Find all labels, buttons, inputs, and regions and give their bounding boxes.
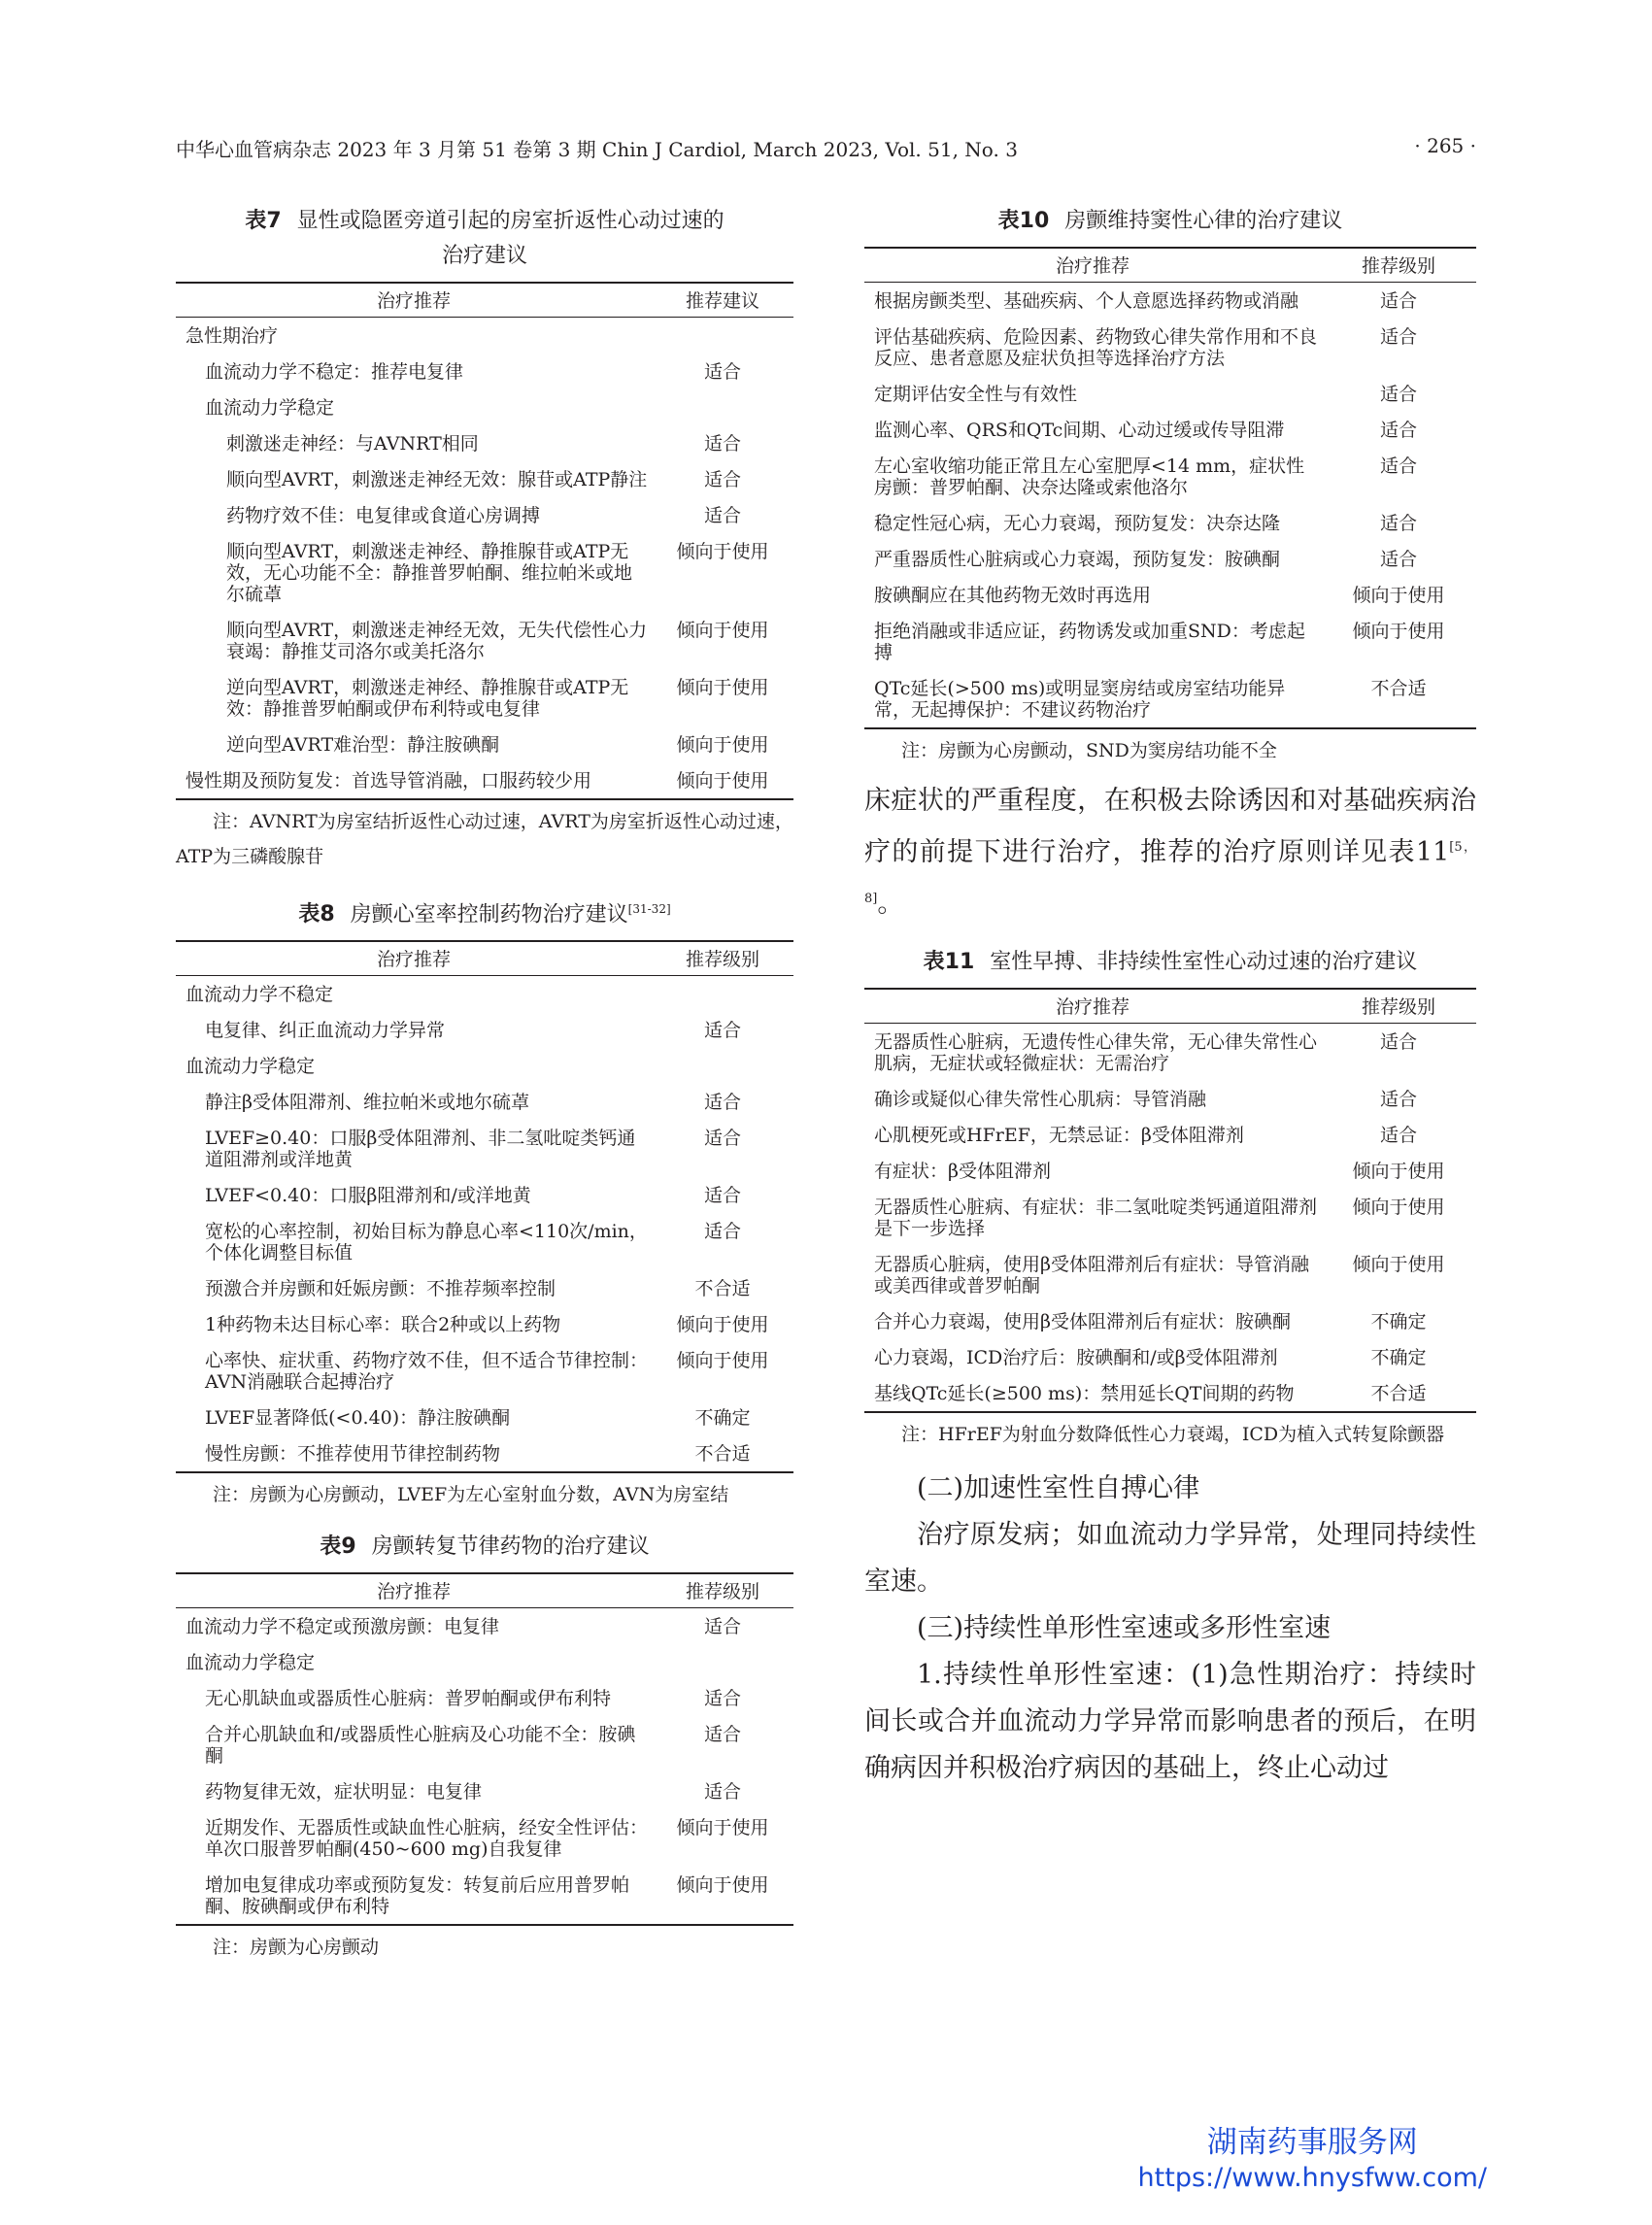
- table-cell: 倾向于使用: [652, 1867, 793, 1925]
- table-row: [176, 1342, 793, 1399]
- table8-note: 注：房颤为心房颤动，LVEF为左心室射血分数，AVN为房室结: [213, 1484, 729, 1506]
- table-cell: 血流动力学稳定: [185, 1056, 316, 1078]
- table-cell: 血流动力学稳定: [185, 1652, 316, 1674]
- table11-col-header: 治疗推荐: [864, 989, 1321, 1024]
- table-cell: 适合: [703, 505, 741, 526]
- table-cell: 顺向型AVRT，刺激迷走神经无效：腺苷或ATP静注: [226, 469, 648, 490]
- body-paragraph: [864, 778, 1476, 927]
- table-cell: 倾向于使用: [1352, 1254, 1445, 1275]
- table-cell: 左心室收缩功能正常且左心室肥厚<14 mm，症状性房颤：普罗帕酮、决奈达隆或索他洛尔: [874, 455, 1305, 498]
- table10-col-header: 治疗推荐: [864, 248, 1321, 283]
- table-row: [176, 1773, 793, 1809]
- table-cell: 倾向于使用: [1352, 1197, 1445, 1218]
- table-cell: 适合: [1379, 1089, 1417, 1110]
- table-cell: 慢性房颤：不推荐使用节律控制药物: [176, 1435, 652, 1472]
- table-cell: 无器质性心脏病、有症状：非二氢吡啶类钙通道阻滞剂是下一步选择: [874, 1197, 1318, 1239]
- table-cell: 倾向于使用: [1352, 1161, 1445, 1182]
- table-cell: 预激合并房颤和妊娠房颤：不推荐频率控制: [205, 1278, 556, 1300]
- table-row: [864, 670, 1476, 728]
- table-cell: 适合: [1379, 1125, 1417, 1146]
- table-row: [176, 461, 793, 497]
- table-cell: 倾向于使用: [676, 1817, 769, 1839]
- table-cell: 无器质心脏病，使用β受体阻滞剂后有症状：导管消融或美西律或普罗帕酮: [874, 1254, 1309, 1297]
- table10-number: 表10: [997, 209, 1050, 233]
- table-cell: 不确定: [694, 1407, 751, 1430]
- page-number: · 265 ·: [1414, 134, 1476, 157]
- table-cell: 适合: [703, 1185, 741, 1207]
- table-cell: 胺碘酮应在其他药物无效时再选用: [874, 585, 1152, 606]
- table11: [864, 988, 1476, 1413]
- table11-title: 室性早搏、非持续性室性心动过速的治疗建议: [990, 950, 1418, 974]
- table-row: [864, 1153, 1476, 1189]
- table-row: [864, 1024, 1476, 1082]
- table-cell: 1种药物未达目标心率：联合2种或以上药物: [205, 1314, 561, 1336]
- body-paragraph: 治疗原发病；如血流动力学异常，处理同持续性室速。: [864, 1520, 1476, 1597]
- table11-number: 表11: [923, 950, 975, 974]
- right-column: [864, 204, 1476, 1792]
- table-cell: 急性期治疗: [185, 325, 279, 347]
- table-cell: 不确定: [1370, 1347, 1427, 1368]
- table-cell: [652, 1048, 793, 1084]
- table-cell: 增加电复律成功率或预防复发：转复前后应用普罗帕酮、胺碘酮或伊布利特: [176, 1867, 652, 1925]
- table-cell: [652, 318, 793, 354]
- table-row: [176, 976, 793, 1013]
- table-cell: LVEF≥0.40：口服β受体阻滞剂、非二氢吡啶类钙通道阻滞剂或洋地黄: [205, 1128, 636, 1171]
- watermark-url[interactable]: https://www.hnysfww.com/: [1137, 2163, 1487, 2193]
- table-row: [864, 283, 1476, 320]
- table8-ref: [31-32]: [627, 902, 671, 916]
- table-row: [176, 1716, 793, 1773]
- table-row: [176, 1435, 793, 1472]
- table-cell: 适合: [1379, 549, 1417, 570]
- table-cell: 严重器质性心脏病或心力衰竭，预防复发：胺碘酮: [874, 549, 1281, 570]
- table7: [176, 282, 793, 800]
- table-cell: 适合: [703, 1688, 741, 1710]
- paragraph-text: 床症状的严重程度，在积极去除诱因和对基础疾病治疗的前提下进行治疗，推荐的治疗原则详见表11: [864, 786, 1476, 867]
- table-cell: 根据房颤类型、基础疾病、个人意愿选择药物或消融: [874, 290, 1299, 312]
- table-cell: 适合: [703, 1128, 741, 1150]
- table7-number: 表7: [245, 209, 282, 233]
- site-watermark: [1138, 2123, 1487, 2195]
- table11-caption: [864, 945, 1476, 980]
- table8-col-header: 治疗推荐: [176, 941, 652, 976]
- table10-caption: [864, 204, 1476, 239]
- table-cell: 适合: [1379, 513, 1417, 534]
- table-cell: 适合: [703, 1781, 741, 1804]
- table-cell: [652, 1644, 793, 1680]
- table-cell: 不合适: [1321, 670, 1476, 728]
- table-row: [864, 412, 1476, 448]
- table8-caption: [176, 892, 793, 932]
- table-row: [176, 1867, 793, 1925]
- watermark-name: 湖南药事服务网: [1206, 2125, 1418, 2160]
- table-cell: 确诊或疑似心律失常性心肌病：导管消融: [874, 1089, 1207, 1110]
- table-row: [176, 1084, 793, 1120]
- table-cell: 逆向型AVRT难治型：静注胺碘酮: [226, 734, 500, 756]
- table-row: [176, 1177, 793, 1213]
- table-row: [176, 1306, 793, 1342]
- table-row: [864, 505, 1476, 541]
- table-cell: 不合适: [652, 1435, 793, 1472]
- section-heading: (三)持续性单形性室速或多形性室速: [917, 1613, 1332, 1643]
- table7-note: 注：AVNRT为房室结折返性心动过速，AVRT为房室折返性心动过速，ATP为三磷酸腺苷: [176, 811, 793, 867]
- table-cell: 适合: [1379, 290, 1417, 312]
- table9-col-header: 推荐级别: [652, 1573, 793, 1608]
- table-cell: 评估基础疾病、危险因素、药物致心律失常作用和不良反应、患者意愿及症状负担等选择治疗方法: [874, 326, 1318, 369]
- table-row: [864, 1246, 1476, 1303]
- table-cell: 血流动力学不稳定：推荐电复律: [205, 361, 464, 383]
- table-row: [176, 318, 793, 354]
- table-cell: 倾向于使用: [652, 762, 793, 799]
- table-cell: 倾向于使用: [676, 1350, 769, 1372]
- table-row: [176, 1012, 793, 1048]
- table-row: [176, 1809, 793, 1867]
- table10-col-header: 推荐级别: [1321, 248, 1476, 283]
- table-cell: 适合: [1379, 326, 1417, 348]
- table-row: [864, 1117, 1476, 1153]
- table-cell: 宽松的心率控制，初始目标为静息心率<110次/min，个体化调整目标值: [205, 1221, 648, 1264]
- table-cell: 适合: [703, 1092, 741, 1114]
- table-cell: 顺向型AVRT，刺激迷走神经无效，无失代偿性心力衰竭：静推艾司洛尔或美托洛尔: [226, 620, 648, 662]
- table11-note: 注：HFrEF为射血分数降低性心力衰竭，ICD为植入式转复除颤器: [901, 1424, 1445, 1445]
- table-cell: 药物复律无效，症状明显：电复律: [205, 1781, 483, 1804]
- table-row: [176, 389, 793, 425]
- table-cell: 拒绝消融或非适应证，药物诱发或加重SND：考虑起搏: [874, 621, 1305, 663]
- table-cell: 心肌梗死或HFrEF，无禁忌证：β受体阻滞剂: [874, 1125, 1244, 1146]
- table-row: [864, 1303, 1476, 1339]
- table-row: [176, 497, 793, 533]
- table-row: [864, 319, 1476, 376]
- table10-title: 房颤维持窦性心律的治疗建议: [1064, 209, 1343, 233]
- table-row: [864, 1339, 1476, 1375]
- table-cell: 倾向于使用: [676, 734, 769, 756]
- table-cell: 监测心率、QRS和QTc间期、心动过缓或传导阻滞: [874, 420, 1285, 441]
- table-row: [176, 1270, 793, 1306]
- table-cell: 血流动力学不稳定或预激房颤：电复律: [185, 1616, 500, 1638]
- table-cell: 逆向型AVRT，刺激迷走神经、静推腺苷或ATP无效：静推普罗帕酮或伊布利特或电复律: [226, 677, 629, 720]
- table-cell: 适合: [1379, 384, 1417, 405]
- table-cell: 适合: [703, 1020, 741, 1042]
- table-cell: 适合: [1379, 1031, 1417, 1053]
- table7-caption: [176, 204, 793, 274]
- table-row: [176, 1644, 793, 1680]
- table8-title: 房颤心室率控制药物治疗建议: [350, 902, 628, 927]
- table-row: [176, 1399, 793, 1435]
- table-cell: 合并心肌缺血和/或器质性心脏病及心功能不全：胺碘酮: [205, 1724, 636, 1768]
- table9: [176, 1572, 793, 1926]
- table-cell: LVEF显著降低(<0.40)：静注胺碘酮: [205, 1407, 511, 1430]
- table8: [176, 940, 793, 1473]
- table-cell: 血流动力学稳定: [205, 397, 335, 419]
- section-heading: (二)加速性室性自搏心律: [917, 1473, 1200, 1503]
- table9-note: 注：房颤为心房颤动: [213, 1937, 380, 1959]
- table-cell: 近期发作、无器质性或缺血性心脏病，经安全性评估：单次口服普罗帕酮(450~600 mg)自我复律: [205, 1817, 649, 1861]
- table-cell: 适合: [703, 469, 741, 490]
- table9-number: 表9: [320, 1534, 356, 1560]
- table-cell: 适合: [703, 433, 741, 455]
- table-cell: 有症状：β受体阻滞剂: [874, 1161, 1051, 1182]
- paragraph-end: 。: [877, 889, 904, 919]
- table-row: [864, 541, 1476, 577]
- table10-note: 注：房颤为心房颤动，SND为窦房结功能不全: [901, 740, 1277, 761]
- table-cell: 不确定: [1370, 1311, 1427, 1332]
- table-cell: 适合: [703, 1221, 741, 1243]
- table-row: [176, 354, 793, 389]
- table-cell: 电复律、纠正血流动力学异常: [205, 1020, 446, 1042]
- table-cell: LVEF<0.40：口服β阻滞剂和/或洋地黄: [205, 1185, 531, 1207]
- table-row: [176, 612, 793, 669]
- table-row: [176, 1213, 793, 1270]
- table-cell: 合并心力衰竭，使用β受体阻滞剂后有症状：胺碘酮: [874, 1311, 1291, 1332]
- journal-header: 中华心血管病杂志 2023 年 3 月第 51 卷第 3 期 Chin J Cardiol, March 2023, Vol. 51, No. 3: [176, 138, 1018, 161]
- table-cell: 倾向于使用: [676, 541, 769, 562]
- table-row: [864, 577, 1476, 613]
- table-row: [176, 762, 793, 799]
- table-cell: 静注β受体阻滞剂、维拉帕米或地尔硫䓬: [205, 1092, 529, 1114]
- table-row: [176, 1048, 793, 1084]
- table-cell: 心率快、症状重、药物疗效不佳，但不适合节律控制：AVN消融联合起搏治疗: [205, 1350, 649, 1394]
- table10: [864, 247, 1476, 729]
- table-row: [176, 1120, 793, 1177]
- table-cell: 无心肌缺血或器质性心脏病：普罗帕酮或伊布利特: [205, 1688, 612, 1710]
- table7-title-cont: 治疗建议: [441, 244, 527, 268]
- table8-col-header: 推荐级别: [652, 941, 793, 976]
- table-cell: 适合: [703, 361, 741, 383]
- table-row: [864, 613, 1476, 670]
- table-cell: 适合: [703, 1616, 741, 1638]
- table-cell: 定期评估安全性与有效性: [874, 384, 1078, 405]
- table-cell: 药物疗效不佳：电复律或食道心房调搏: [226, 505, 541, 526]
- table-row: [176, 1608, 793, 1645]
- table8-number: 表8: [298, 902, 335, 927]
- table-row: [864, 1375, 1476, 1412]
- table9-caption: [176, 1530, 793, 1565]
- table7-title: 显性或隐匿旁道引起的房室折返性心动过速的: [296, 209, 725, 233]
- left-column: [176, 204, 793, 1965]
- body-paragraph: 1.持续性单形性室速：(1)急性期治疗：持续时间长或合并血流动力学异常而影响患者的预后，在明确病因并积极治疗病因的基础上，终止心动过: [864, 1660, 1476, 1783]
- table9-title: 房颤转复节律药物的治疗建议: [371, 1534, 650, 1560]
- table-cell: 稳定性冠心病，无心力衰竭，预防复发：决奈达隆: [874, 513, 1281, 534]
- table-cell: QTc延长(>500 ms)或明显窦房结或房室结功能异常，无起搏保护：不建议药物治疗: [864, 670, 1321, 728]
- table11-col-header: 推荐级别: [1321, 989, 1476, 1024]
- table-cell: [652, 389, 793, 425]
- table-row: [864, 448, 1476, 505]
- table-cell: 适合: [1379, 420, 1417, 441]
- table-row: [864, 376, 1476, 412]
- table-cell: 倾向于使用: [1352, 621, 1445, 642]
- table-cell: 适合: [1379, 455, 1417, 477]
- table-cell: 血流动力学不稳定: [185, 984, 334, 1006]
- table-cell: 无器质性心脏病，无遗传性心律失常，无心律失常性心肌病，无症状或轻微症状：无需治疗: [874, 1031, 1318, 1074]
- table-cell: 倾向于使用: [676, 677, 769, 698]
- table9-col-header: 治疗推荐: [176, 1573, 652, 1608]
- table7-col-header: 治疗推荐: [176, 283, 652, 318]
- table-cell: 顺向型AVRT，刺激迷走神经、静推腺苷或ATP无效，无心功能不全：静推普罗帕酮、维拉帕米或地尔硫䓬: [226, 541, 633, 605]
- table7-col-header: 推荐建议: [652, 283, 793, 318]
- table-cell: 基线QTc延长(≥500 ms)：禁用延长QT间期的药物: [864, 1375, 1321, 1412]
- table-cell: 适合: [703, 1724, 741, 1746]
- table-cell: [652, 976, 793, 1013]
- table-cell: 慢性期及预防复发：首选导管消融，口服药较少用: [176, 762, 652, 799]
- citation-ref: [5，8]: [864, 840, 1477, 906]
- table-row: [176, 1680, 793, 1716]
- table-row: [864, 1081, 1476, 1117]
- table-row: [176, 726, 793, 762]
- table-row: [176, 669, 793, 726]
- table-cell: 不合适: [694, 1278, 751, 1300]
- table-row: [176, 533, 793, 612]
- table-cell: 不合适: [1321, 1375, 1476, 1412]
- table-cell: 倾向于使用: [676, 620, 769, 641]
- table-cell: 刺激迷走神经：与AVNRT相同: [226, 433, 479, 455]
- table-cell: 心力衰竭，ICD治疗后：胺碘酮和/或β受体阻滞剂: [874, 1347, 1278, 1368]
- table-row: [176, 425, 793, 461]
- table-cell: 倾向于使用: [676, 1314, 769, 1336]
- table-row: [864, 1189, 1476, 1246]
- table-cell: 倾向于使用: [1352, 585, 1445, 606]
